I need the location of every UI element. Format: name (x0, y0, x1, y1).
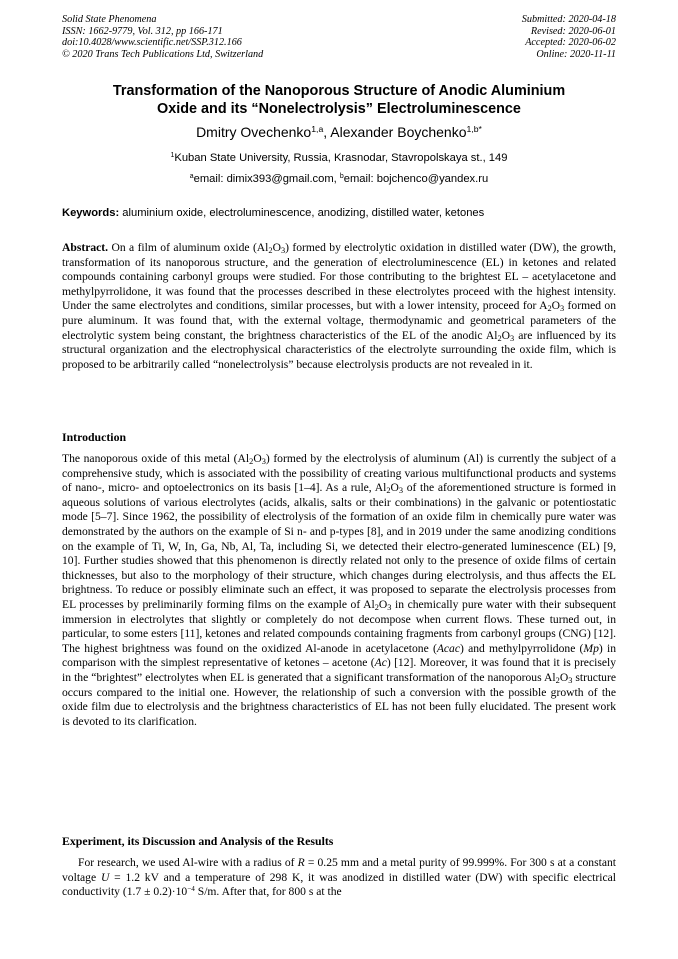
section-heading: Introduction (62, 430, 127, 444)
email-mark: a (189, 173, 194, 181)
online-date: Online: 2020-11-11 (536, 48, 616, 60)
accepted-date: Accepted: 2020-06-02 (525, 37, 616, 49)
author-name: Dmitry Ovechenko (196, 124, 312, 140)
author-separator: , (323, 124, 331, 140)
affiliation (62, 151, 616, 165)
copyright: © 2020 Trans Tech Publications Ltd, Switzerland (62, 48, 264, 60)
section-heading: Experiment, its Discussion and Analysis of the Results (62, 834, 334, 848)
doi-link[interactable]: doi:10.4028/www.scientific.net/SSP.312.166 (62, 37, 242, 49)
email-address[interactable]: email: dimix393@gmail.com, (193, 173, 340, 185)
keywords-text: aluminium oxide, electroluminescence, anodizing, distilled water, ketones (119, 207, 485, 219)
affiliation-mark: 1 (170, 152, 175, 160)
submitted-date: Submitted: 2020-04-18 (521, 14, 616, 25)
abstract: Abstract. On a film of aluminum oxide $(Al_2O_3)$ formed by electrolytic oxidation in distilled water (DW), the growth, transformation of its nanoporous structure, and the generation of electroluminescence (EL) in ketones and related compounds containing carbonyl groups were studied. For those contributing to the brightest EL – acetylacetone and methylpyrrolidone, it was found that the processes described in these electrolytes proceed with the highest intensity. Under the same electrolytes and conditions, similar processes, but with a lower intensity, proceed for $A_2O_3$ formed on pure aluminum. It was found that, with the external voltage, thermodynamic and geometrical parameters of the electrolytic system being constant, the brightness characteristics of the EL of the anodic $Al_2O_3$ are influenced by its structural organization and the electrophysical characteristics of the electrolyte surrounding the oxide film, which is proposed to be arbitrarily called “nonelectrolysis” because electrolysis products are not revealed in it. (62, 241, 617, 371)
email-address[interactable]: email: bojchenco@yandex.ru (343, 173, 489, 185)
issn-info: ISSN: 1662-9779, Vol. 312, pp 166-171 (62, 25, 223, 37)
introduction-text: The nanoporous oxide of this metal $(Al_2O_3)$ formed by the electrolysis of aluminum (Al) is currently the subject of a comprehensive study, which is associated with the possibility of creating various multifunctional products and systems of nano-, micro- and optoelectronics on its basis [1–4]. As a rule, $Al_2O_3$ of the aforementioned structure is formed in aqueous solutions of various electrolytes (acids, alkalis, salts or their combinations) in the galvanic or potentiostatic mode [5–7]. Since 1962, the possibility of electrolysis of the formation of an oxide film in chemically pure water was demonstrated by the authors on the example of Si n- and p-types [8], and in 2019 under the same anodizing conditions on the example of Ti, W, In, Ga, Nb, Al, Ta, including Si, we detected their electro-generated luminescence (EL) [9, 10]. Further studies showed that this phenomenon is directly related not only to the presence of oxide films of certain thicknesses, but also to the morphology of their structure, which changes during electrolysis, and thus affects the EL brightness. To reduce or possibly eliminate such an effect, it was proposed to separate the electrolysis processes from EL processes by preliminarily forming films on the example of $Al_2O_3$ in chemically pure water with their subsequent immersion in electrolytes that slightly or completely do not decompose when current flows. These turned out, in particular, to some esters [11], ketones and related compounds containing fragments from carbonyl groups (CNG) [12]. The highest brightness was found on the oxidized Al-anode in acetylacetone (Acac) and methylpyrrolidone (Mp) in comparison with the simplest representative of ketones – acetone (Ac) [12]. Moreover, it was found that it is precisely in the “brightest” electrolytes when EL is generated that a significant transformation of the nanoporous $Al_2O_3$ structure occurs compared to the initial one. However, the relationship of such a conversion with the possible growth of the oxide film due to electrolysis and the brightness characteristics of EL has not been fully elucidated. The present work is devoted to its clarification. (62, 452, 617, 728)
keywords (62, 206, 616, 220)
affiliation-text: Kuban State University, Russia, Krasnodar, Stavropolskaya st., 149 (174, 152, 508, 164)
title-line-2: Oxide and its “Nonelectrolysis” Electroluminescence (157, 101, 521, 117)
experiment-text: For research, we used Al-wire with a radius of R = 0.25 mm and a metal purity of 99.999%. For 300 s at a constant voltage U = 1.2 kV and a temperature of 298 K, it was anodized in distilled water (DW) with specific electrical conductivity $(1.7 \pm 0.2)\cdot 10^{-4}$ S/m. After that, for 800 s at the (62, 856, 616, 899)
author-name: Alexander Boychenko (330, 124, 467, 140)
author-list (62, 123, 616, 141)
email-mark: b (339, 173, 344, 181)
dates-header (522, 14, 616, 60)
paper-title (62, 82, 616, 118)
author-affiliation-mark: 1,a (311, 124, 324, 135)
author-affiliation-mark: 1,b* (466, 124, 482, 135)
title-line-1: Transformation of the Nanoporous Structure of Anodic Aluminium (112, 83, 566, 99)
email-line (62, 172, 616, 186)
journal-header (62, 14, 263, 60)
revised-date: Revised: 2020-06-01 (530, 25, 616, 37)
keywords-label: Keywords: (62, 207, 120, 219)
journal-name: Solid State Phenomena (62, 14, 157, 25)
